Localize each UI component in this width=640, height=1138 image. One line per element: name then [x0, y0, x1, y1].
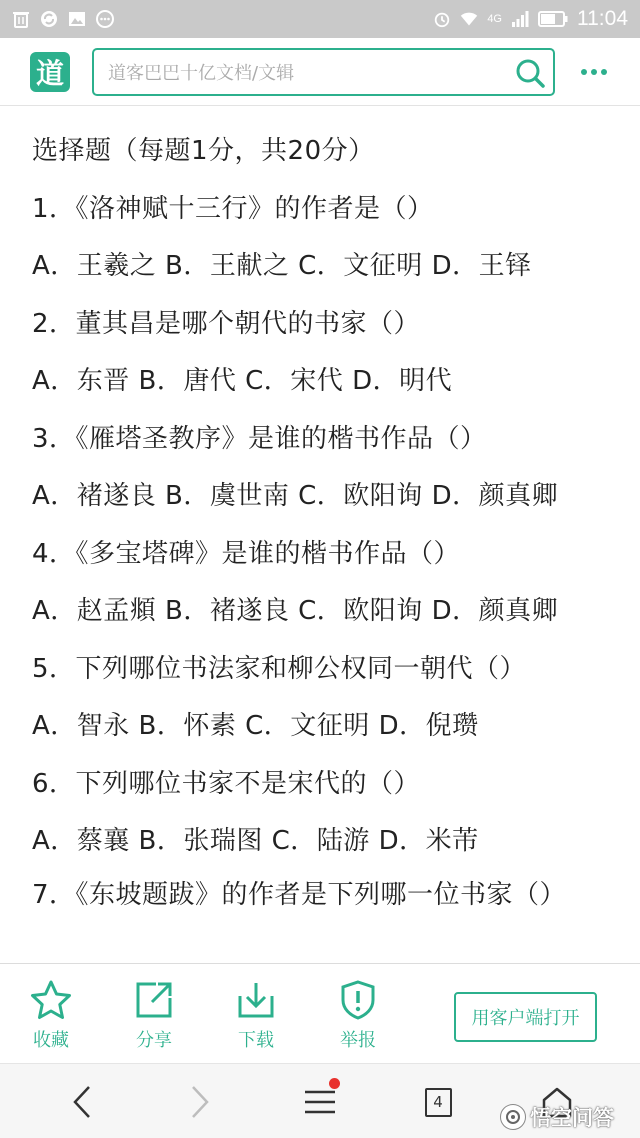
more-dots-icon[interactable] — [578, 58, 610, 86]
report-label: 举报 — [340, 1030, 376, 1051]
options-4: A．赵孟頫 B．褚遂良 C．欧阳询 D．颜真卿 — [32, 596, 559, 626]
sync-icon — [40, 10, 58, 28]
system-status — [433, 7, 628, 31]
share-icon — [132, 978, 176, 1022]
tabs-button[interactable] — [418, 1082, 458, 1122]
shield-icon — [336, 978, 380, 1022]
search-box[interactable] — [92, 48, 555, 96]
share-button[interactable] — [119, 978, 189, 1052]
options-6: A．蔡襄 B．张瑞图 C．陆游 D．米芾 — [32, 826, 479, 856]
open-in-app-button[interactable]: 用客户端打开 — [454, 992, 597, 1042]
notification-icons — [12, 10, 114, 28]
options-5: A．智永 B．怀素 C．文征明 D．倪瓒 — [32, 711, 479, 741]
menu-icon[interactable] — [300, 1082, 340, 1122]
options-1: A．王羲之 B．王献之 C．文征明 D．王铎 — [32, 251, 532, 281]
header — [0, 38, 640, 106]
wukong-logo-icon — [500, 1104, 526, 1130]
question-7: 7．《东坡题跋》的作者是下列哪一位书家（） — [32, 879, 567, 910]
question-3: 3．《雁塔圣教序》是谁的楷书作品（） — [32, 423, 487, 454]
back-icon[interactable] — [62, 1082, 102, 1122]
tab-count: 4 — [425, 1088, 452, 1117]
clock: 11:04 — [577, 7, 628, 30]
watermark-text: 悟空问答 — [530, 1106, 614, 1130]
question-4: 4．《多宝塔碑》是谁的楷书作品（） — [32, 538, 461, 569]
status-bar — [0, 0, 640, 38]
wifi-icon — [460, 10, 478, 28]
alarm-icon — [433, 10, 451, 28]
network-type: 4G — [487, 13, 502, 25]
favorite-button[interactable] — [16, 978, 86, 1052]
notification-dot — [329, 1078, 340, 1089]
doc88-logo[interactable]: 道 — [30, 52, 70, 92]
question-6: 6．下列哪位书家不是宋代的（） — [32, 768, 421, 799]
download-icon — [234, 978, 278, 1022]
wukong-watermark — [500, 1102, 614, 1132]
battery-icon — [538, 10, 568, 28]
download-button[interactable] — [221, 978, 291, 1052]
signal-icon — [511, 10, 529, 28]
search-icon[interactable] — [513, 56, 547, 90]
more-circle-icon — [96, 10, 114, 28]
question-2: 2．董其昌是哪个朝代的书家（） — [32, 308, 421, 339]
share-label: 分享 — [136, 1030, 172, 1051]
options-3: A．褚遂良 B．虞世南 C．欧阳询 D．颜真卿 — [32, 481, 559, 511]
trash-icon — [12, 10, 30, 28]
star-icon — [29, 978, 73, 1022]
document-action-bar — [0, 963, 640, 1063]
image-icon — [68, 10, 86, 28]
favorite-label: 收藏 — [33, 1030, 69, 1051]
options-2: A．东晋 B．唐代 C．宋代 D．明代 — [32, 366, 453, 396]
forward-icon[interactable] — [180, 1082, 220, 1122]
report-button[interactable] — [323, 978, 393, 1052]
document-content — [0, 107, 640, 962]
question-1: 1．《洛神赋十三行》的作者是（） — [32, 193, 434, 224]
section-title: 选择题（每题1分，共20分） — [32, 136, 375, 166]
download-label: 下载 — [238, 1030, 274, 1051]
question-5: 5．下列哪位书法家和柳公权同一朝代（） — [32, 653, 527, 684]
search-input[interactable] — [108, 60, 508, 86]
